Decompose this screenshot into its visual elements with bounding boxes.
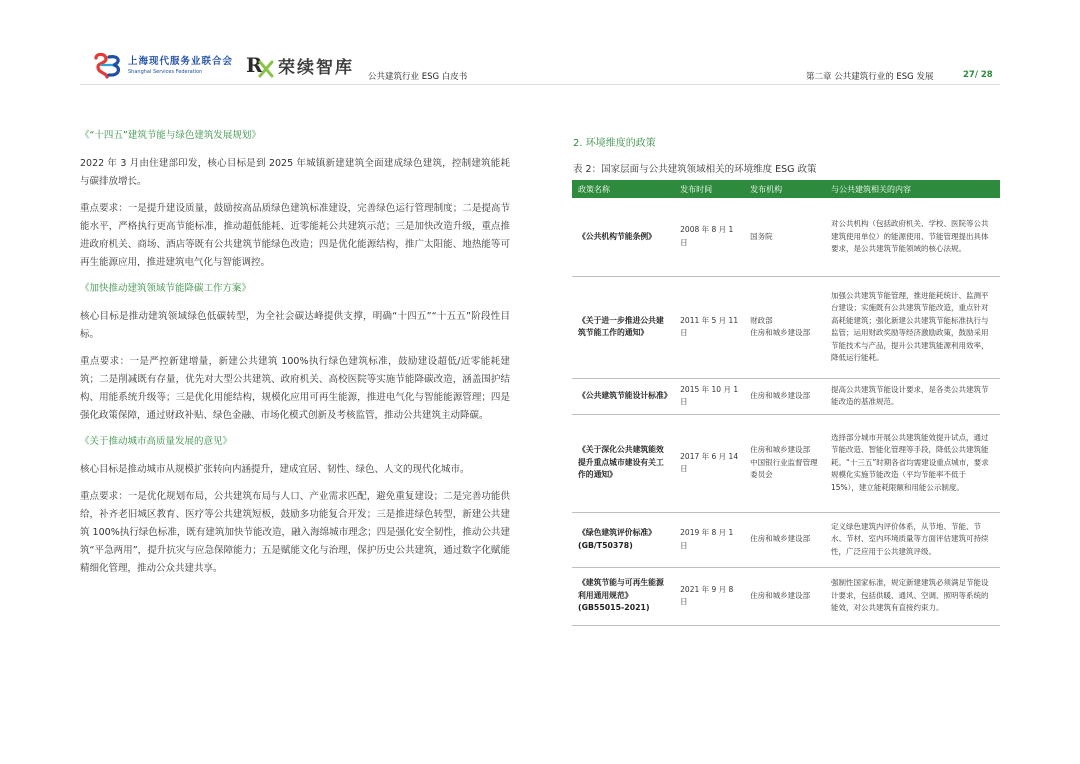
ssf-logo bbox=[93, 53, 233, 79]
issuing-org: 住房和城乡建设部 bbox=[744, 567, 825, 625]
issuing-org: 住房和城乡建设部 bbox=[744, 378, 825, 414]
publish-date: 2019 年 8 月 1 日 bbox=[674, 512, 744, 567]
section-title: 2. 环境维度的政策 bbox=[573, 138, 656, 149]
paragraph: 重点要求：一是提升建设质量，鼓励按高品质绿色建筑标准建设，完善绿色运行管理制度；二是提高节能水平，严格执行更高节能标准，推动超低能耗、近零能耗公共建筑示范；三是加快改造升级，重点推进政府机关、商场、酒店等既有公共建筑节能绿色改造；四是优化能源结构，推广太阳能、地热能等可再生能源应用，推进建筑电气化与智能调控。 bbox=[80, 203, 510, 268]
table-caption: 表 2：国家层面与公共建筑领域相关的环境维度 ESG 政策 bbox=[573, 164, 817, 175]
table-header-row bbox=[572, 180, 1000, 198]
ssf-logo-en: Shanghai Services Federation bbox=[128, 68, 203, 75]
page-number: 27/ 28 bbox=[963, 70, 993, 80]
policy-heading-carbon-plan: 《加快推动建筑领域节能降碳工作方案》 bbox=[80, 283, 252, 294]
table-row bbox=[572, 198, 1000, 276]
page-header bbox=[0, 0, 1080, 90]
table-row bbox=[572, 276, 1000, 378]
rongxu-logo-name: 荣续智库 bbox=[278, 57, 354, 78]
table-row bbox=[572, 378, 1000, 414]
issuing-org: 住房和城乡建设部 bbox=[744, 512, 825, 567]
issuing-org: 住房和城乡建设部 中国银行业监督管理委员会 bbox=[744, 414, 825, 512]
policy-content: 提高公共建筑节能设计要求，是各类公共建筑节能改造的基准规范。 bbox=[825, 378, 1000, 414]
publish-date: 2011 年 5 月 11 日 bbox=[674, 276, 744, 378]
header-divider bbox=[80, 84, 1000, 85]
column-header: 政策名称 bbox=[572, 180, 674, 198]
policy-content: 加强公共建筑节能管理，推进能耗统计、监测平台建设；实施既有公共建筑节能改造，重点针对高耗能建筑；强化新建公共建筑节能标准执行与监管；运用财政奖励等经济激励政策，鼓励采用节能技术与产品，提升公共建筑能源利用效率，降低运行能耗。 bbox=[825, 276, 1000, 378]
svg-text:R: R bbox=[246, 53, 263, 77]
table-row bbox=[572, 414, 1000, 512]
table-row bbox=[572, 567, 1000, 625]
policy-name: 《关于深化公共建筑能效提升重点城市建设有关工作的通知》 bbox=[572, 414, 674, 512]
paragraph: 重点要求：一是严控新建增量，新建公共建筑 100%执行绿色建筑标准，鼓励建设超低/近零能耗建筑；二是削减既有存量，优先对大型公共建筑、政府机关、高校医院等实施节能降碳改造，涵盖围护结构、用能系统升级等；三是优化用能结构，规模化应用可再生能源，推进电气化与智能能源管理；四是强化政策保障，通过财政补贴、绿色金融、市场化模式创新及考核监管，推动公共建筑主动降碳。 bbox=[80, 356, 510, 421]
paragraph: 重点要求：一是优化规划布局，公共建筑布局与人口、产业需求匹配，避免重复建设；二是完善功能供给，补齐老旧城区教育、医疗等公共建筑短板，鼓励多功能复合开发；三是推进绿色转型，新建公共建筑 100%执行绿色标准，既有建筑加快节能改造，融入海绵城市理念；四是强化安全韧性，推动公共建筑“平急两用”，提升抗灾与应急保障能力；五是赋能文化与治理，保护历史公共建筑，通过数字化赋能精细化管理，推动公众共建共享。 bbox=[80, 491, 510, 574]
paragraph: 2022 年 3 月由住建部印发，核心目标是到 2025 年城镇新建建筑全面建成绿色建筑，控制建筑能耗与碳排放增长。 bbox=[80, 158, 510, 187]
issuing-org: 国务院 bbox=[744, 198, 825, 276]
policy-content: 选择部分城市开展公共建筑能效提升试点，通过节能改造、智能化管理等手段，降低公共建筑能耗。“十三五”时期各省均需建设重点城市，要求规模化实施节能改造（平均节能率不低于 15%），建立能耗限额和用能公示制度。 bbox=[825, 414, 1000, 512]
paragraph: 核心目标是推动建筑领域绿色低碳转型，为全社会碳达峰提供支撑，明确“十四五”“十五五”阶段性目标。 bbox=[80, 311, 510, 340]
column-header: 发布机构 bbox=[744, 180, 825, 198]
ssf-logo-icon bbox=[93, 53, 123, 79]
ssf-logo-cn: 上海现代服务业联合会 bbox=[128, 56, 234, 68]
policy-name: 《公共机构节能条例》 bbox=[572, 198, 674, 276]
chapter-title: 第二章 公共建筑行业的 ESG 发展 bbox=[806, 72, 934, 82]
policy-content: 强制性国家标准，规定新建建筑必须满足节能设计要求，包括供暖、通风、空调、照明等系统的能效，对公共建筑有直接约束力。 bbox=[825, 567, 1000, 625]
policy-heading-urban-quality: 《关于推动城市高质量发展的意见》 bbox=[80, 436, 233, 447]
publish-date: 2017 年 6 月 14 日 bbox=[674, 414, 744, 512]
paragraph: 核心目标是推动城市从规模扩张转向内涵提升，建成宜居、韧性、绿色、人文的现代化城市。 bbox=[80, 464, 470, 475]
rx-logo-icon bbox=[246, 52, 274, 78]
column-header: 发布时间 bbox=[674, 180, 744, 198]
table-row bbox=[572, 512, 1000, 567]
policy-heading-14th-five-year: 《“十四五”建筑节能与绿色建筑发展规划》 bbox=[80, 130, 261, 141]
policy-content: 定义绿色建筑内评价体系，从节地、节能、节水、节材、室内环境质量等方面评估建筑可持续性，广泛应用于公共建筑评级。 bbox=[825, 512, 1000, 567]
issuing-org: 财政部 住房和城乡建设部 bbox=[744, 276, 825, 378]
policy-name: 《公共建筑节能设计标准》 bbox=[572, 378, 674, 414]
document-title: 公共建筑行业 ESG 白皮书 bbox=[368, 72, 468, 82]
policy-name: 《绿色建筑评价标准》(GB/T50378) bbox=[572, 512, 674, 567]
publish-date: 2021 年 9 月 8 日 bbox=[674, 567, 744, 625]
left-column bbox=[80, 128, 510, 587]
policy-table bbox=[572, 180, 1000, 626]
policy-name: 《建筑节能与可再生能源利用通用规范》(GB55015-2021) bbox=[572, 567, 674, 625]
column-header: 与公共建筑相关的内容 bbox=[825, 180, 1000, 198]
publish-date: 2015 年 10 月 1 日 bbox=[674, 378, 744, 414]
rongxu-logo bbox=[246, 52, 354, 78]
publish-date: 2008 年 8 月 1 日 bbox=[674, 198, 744, 276]
policy-name: 《关于进一步推进公共建筑节能工作的通知》 bbox=[572, 276, 674, 378]
policy-content: 对公共机构（包括政府机关、学校、医院等公共建筑使用单位）的能源使用、节能管理提出具体要求，是公共建筑节能领域的核心法规。 bbox=[825, 198, 1000, 276]
